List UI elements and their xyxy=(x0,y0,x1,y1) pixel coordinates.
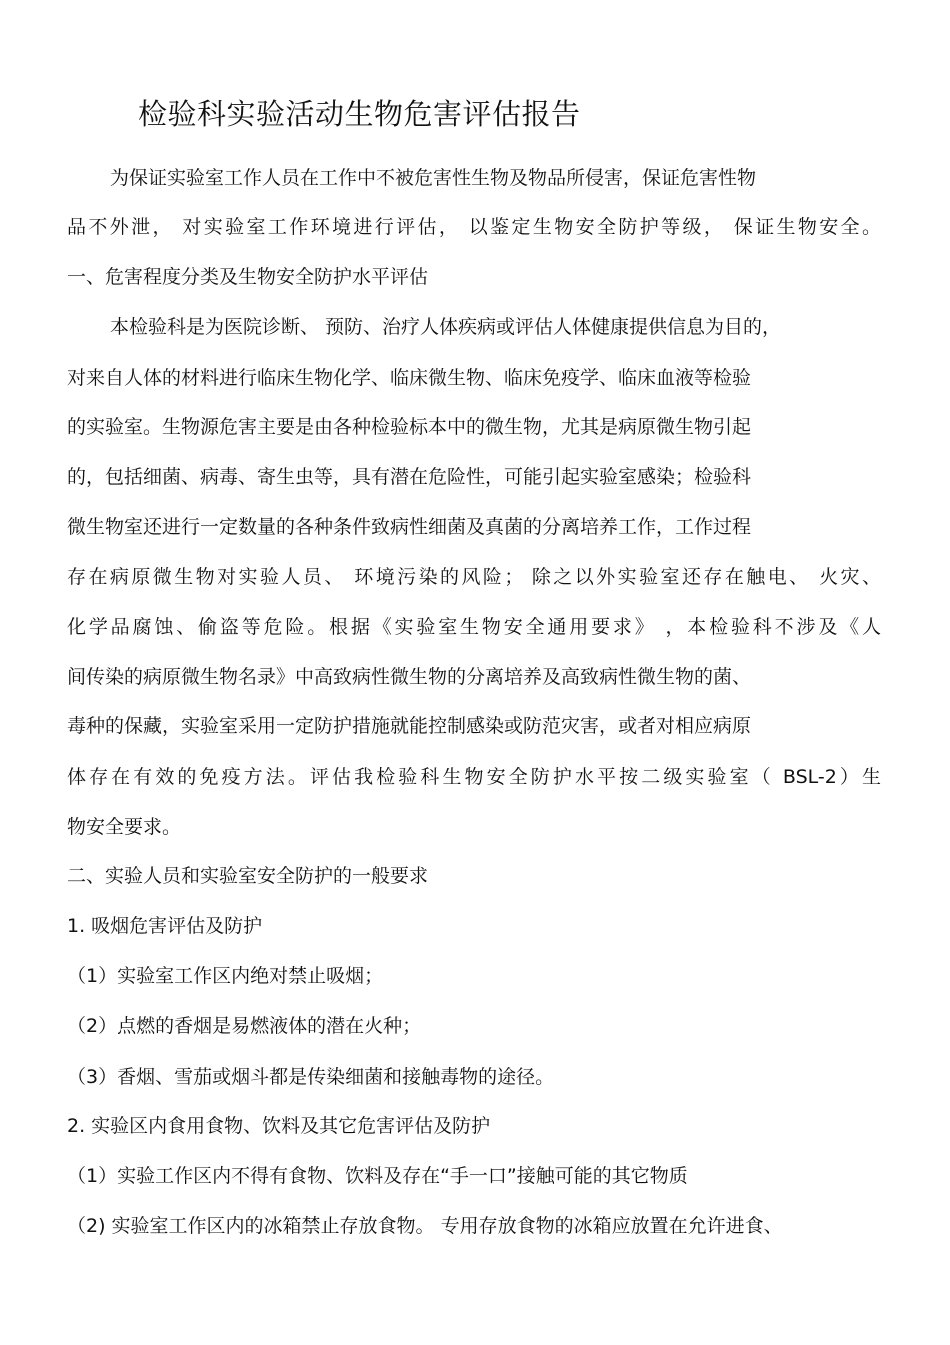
document-title: 检验科实验活动生物危害评估报告 xyxy=(138,97,581,131)
paragraph-line: 的，包括细菌、病毒、寄生虫等，具有潜在危险性，可能引起实验室感染；检验科 xyxy=(67,466,752,488)
paragraph-line: 微生物室还进行一定数量的各种条件致病性细菌及真菌的分离培养工作，工作过程 xyxy=(67,516,752,538)
list-item: （1）实验室工作区内绝对禁止吸烟； xyxy=(67,965,384,987)
paragraph-line: 物安全要求。 xyxy=(67,816,182,838)
list-item: （1）实验工作区内不得有食物、饮料及存在“手一口”接触可能的其它物质 xyxy=(67,1165,688,1187)
paragraph-line: 的实验室。生物源危害主要是由各种检验标本中的微生物，尤其是病原微生物引起 xyxy=(67,416,752,438)
paragraph-line: 化学品腐蚀、偷盗等危险。根据《实验室生物安全通用要求》 ，本检验科不涉及《人 xyxy=(67,616,881,638)
paragraph-line: 体存在有效的免疫方法。评估我检验科生物安全防护水平按二级实验室（ BSL-2）生 xyxy=(67,766,881,788)
paragraph-line: 为保证实验室工作人员在工作中不被危害性生物及物品所侵害，保证危害性物 xyxy=(110,167,757,189)
list-item: （2）点燃的香烟是易燃液体的潜在火种； xyxy=(67,1015,422,1037)
list-item: （2) 实验室工作区内的冰箱禁止存放食物。 专用存放食物的冰箱应放置在允许进食、 xyxy=(67,1215,783,1237)
paragraph-line: 对来自人体的材料进行临床生物化学、临床微生物、临床免疫学、临床血液等检验 xyxy=(67,367,752,389)
section-heading: 一、危害程度分类及生物安全防护水平评估 xyxy=(67,266,429,288)
paragraph-line: 间传染的病原微生物名录》中高致病性微生物的分离培养及高致病性微生物的菌、 xyxy=(67,666,752,688)
section-heading: 二、实验人员和实验室安全防护的一般要求 xyxy=(67,865,429,887)
paragraph-line: 本检验科是为医院诊断、 预防、治疗人体疾病或评估人体健康提供信息为目的， xyxy=(110,316,782,338)
list-item: （3）香烟、雪茄或烟斗都是传染细菌和接触毒物的途径。 xyxy=(67,1066,555,1088)
paragraph-line: 品不外泄， 对实验室工作环境进行评估， 以鉴定生物安全防护等级， 保证生物安全。 xyxy=(67,216,881,238)
paragraph-line: 存在病原微生物对实验人员、 环境污染的风险； 除之以外实验室还存在触电、 火灾、 xyxy=(67,566,881,588)
paragraph-line: 毒种的保藏，实验室采用一定防护措施就能控制感染或防范灾害，或者对相应病原 xyxy=(67,715,752,737)
subsection-heading: 2. 实验区内食用食物、饮料及其它危害评估及防护 xyxy=(67,1115,491,1137)
subsection-heading: 1. 吸烟危害评估及防护 xyxy=(67,915,263,937)
